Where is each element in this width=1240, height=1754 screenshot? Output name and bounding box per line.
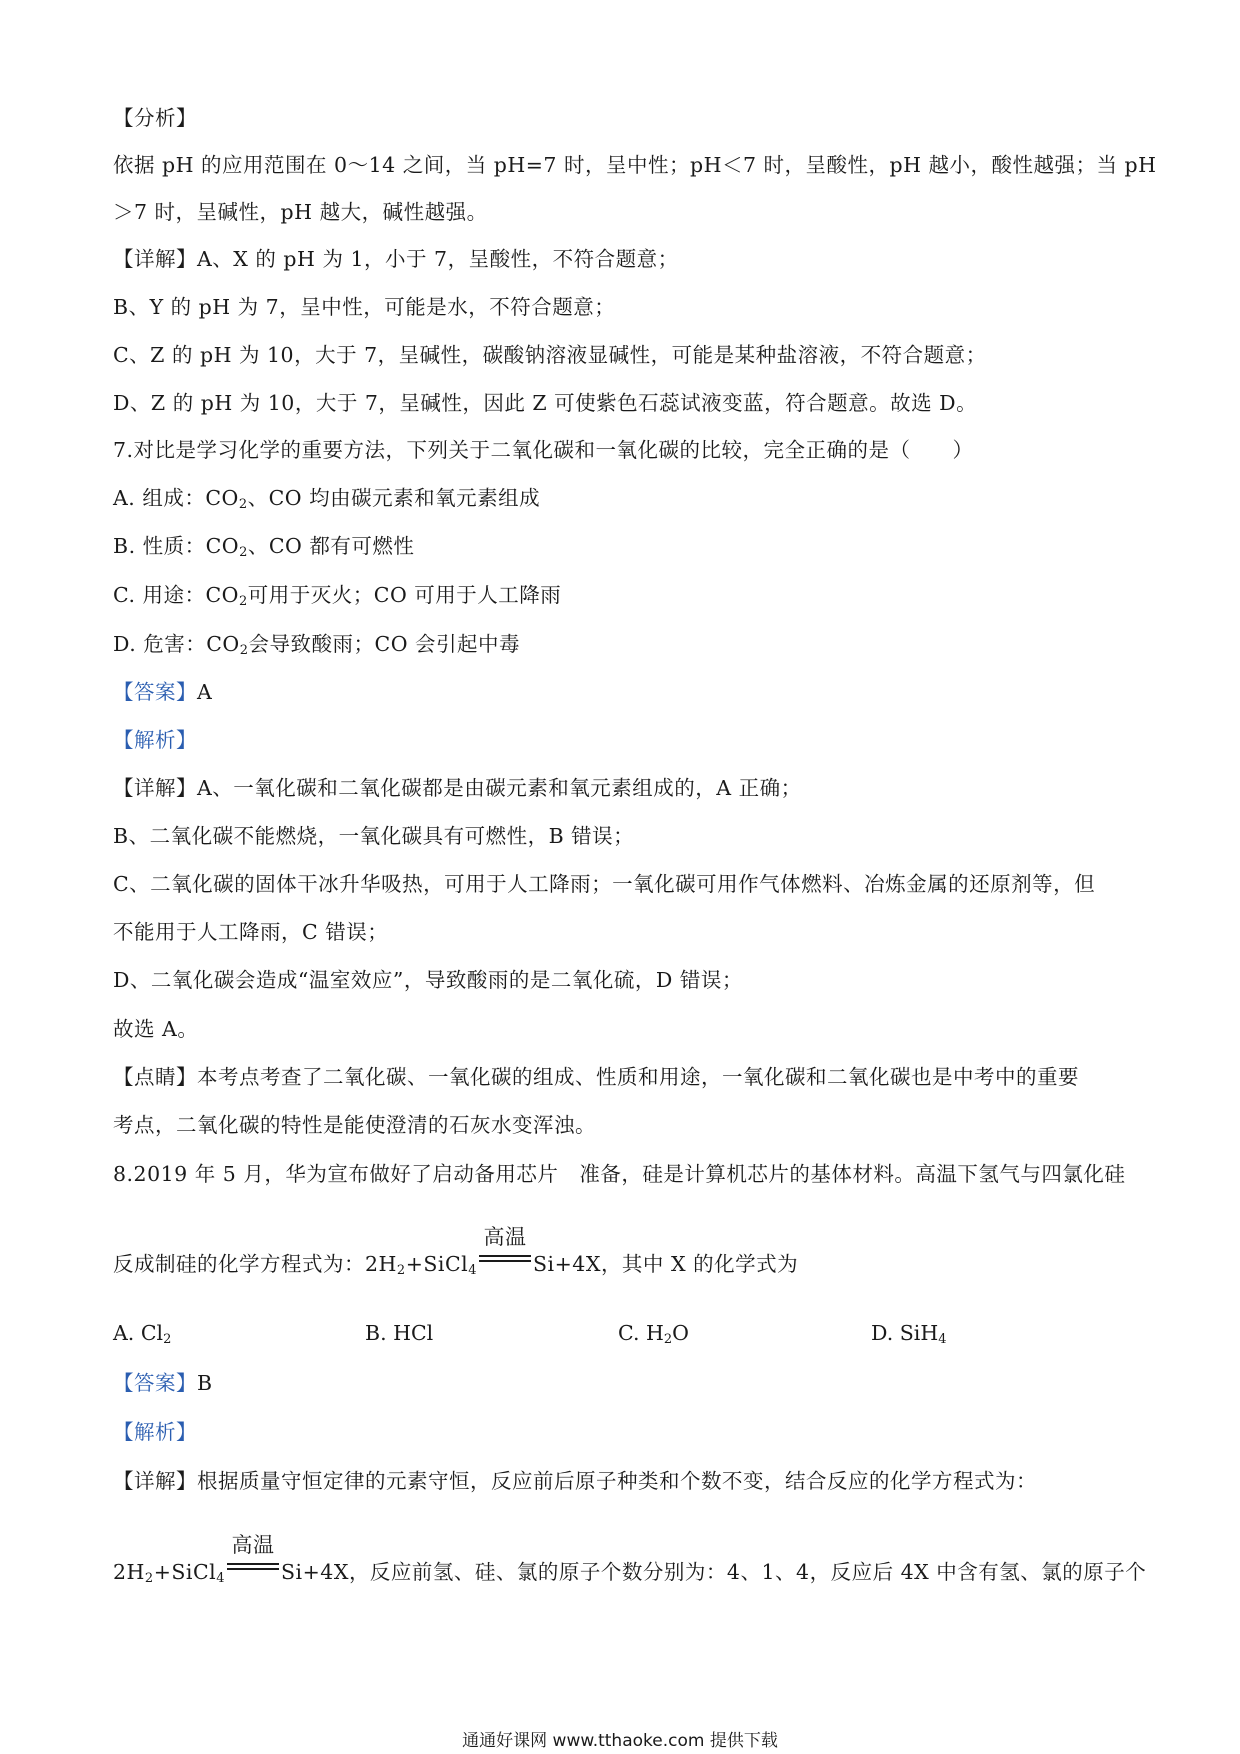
option-c: C. 用途：$CO_2$可用于灭火；CO 可用于人工降雨: [113, 583, 562, 609]
answer-line: [113, 1369, 213, 1397]
option-a: A. 组成：$CO_2$、CO 均由碳元素和氧元素组成: [113, 486, 541, 512]
detail-line: C、二氧化碳的固体干冰升华吸热，可用于人工降雨；一氧化碳可用作气体燃料、冶炼金属的还原剂等，但: [113, 872, 1096, 896]
option-a: A. $Cl_2$: [113, 1321, 172, 1347]
option-b: B. HCl: [365, 1321, 434, 1345]
detail-line: D、二氧化碳会造成“温室效应”，导致酸雨的是二氧化硫，D 错误；: [113, 968, 743, 992]
detail-equation-line: $2H_2+SiCl_4$ 高温 Si+4X，反应前氢、硅、氯的原子个数分别为：4、1、4，反应后 4X 中含有氢、氯的原子个: [113, 1533, 1147, 1586]
analysis-text-line: ＞7 时，呈碱性，pH 越大，碱性越强。: [113, 200, 488, 224]
explanation-tag: 【解析】: [113, 728, 197, 752]
answer-value: A: [197, 680, 213, 704]
comment-line: 考点，二氧化碳的特性是能使澄清的石灰水变浑浊。: [113, 1113, 596, 1137]
detail-line: D、Z 的 pH 为 10，大于 7，呈碱性，因此 Z 可使紫色石蕊试液变蓝，符合题意。故选 D。: [113, 391, 978, 415]
detail-line: 不能用于人工降雨，C 错误；: [113, 920, 389, 944]
question-stem: 8.2019 年 5 月，华为宣布做好了启动备用芯片 准备，硅是计算机芯片的基体材料。高温下氢气与四氯化硅: [113, 1162, 1126, 1186]
analysis-tag: 【分析】: [113, 106, 197, 130]
reaction-condition: 高温: [483, 1225, 527, 1249]
reaction-arrow: [227, 1533, 279, 1581]
explanation-tag: 【解析】: [113, 1420, 197, 1444]
option-b: B. 性质：$CO_2$、CO 都有可燃性: [113, 534, 415, 560]
option-d: D. SiH$_4$: [871, 1321, 947, 1347]
answer-line: [113, 678, 212, 706]
answer-tag: 【答案】: [113, 680, 197, 704]
reaction-arrow: [479, 1225, 531, 1273]
answer-tag: 【答案】: [113, 1371, 197, 1395]
reaction-condition: 高温: [231, 1533, 275, 1557]
page-footer: 通通好课网 www.tthaoke.com 提供下载: [462, 1731, 778, 1751]
detail-line: 【详解】A、一氧化碳和二氧化碳都是由碳元素和氧元素组成的，A 正确；: [113, 776, 802, 800]
analysis-text-line: 依据 pH 的应用范围在 0～14 之间，当 pH=7 时，呈中性；pH＜7 时，呈酸性，pH 越小，酸性越强；当 pH: [113, 153, 1157, 177]
comment-line: 【点睛】本考点考查了二氧化碳、一氧化碳的组成、性质和用途，一氧化碳和二氧化碳也是中考中的重要: [113, 1065, 1079, 1089]
detail-line: 【详解】根据质量守恒定律的元素守恒，反应前后原子种类和个数不变，结合反应的化学方程式为：: [113, 1469, 1037, 1493]
conclusion-line: 故选 A。: [113, 1017, 199, 1041]
option-d: D. 危害：$CO_2$会导致酸雨；CO 会引起中毒: [113, 632, 521, 658]
answer-value: B: [197, 1371, 213, 1395]
detail-line: C、Z 的 pH 为 10，大于 7，呈碱性，碳酸钠溶液显碱性，可能是某种盐溶液，不符合题意；: [113, 343, 987, 367]
detail-line: B、二氧化碳不能燃烧，一氧化碳具有可燃性，B 错误；: [113, 824, 635, 848]
option-c: C. $H_2O$: [618, 1321, 689, 1347]
detail-line: B、Y 的 pH 为 7，呈中性，可能是水，不符合题意；: [113, 295, 616, 319]
detail-line: 【详解】A、X 的 pH 为 1，小于 7，呈酸性，不符合题意；: [113, 247, 679, 271]
question-stem-equation: 反成制硅的化学方程式为：$2H_2+SiCl_4$ 高温 Si+4X，其中 X 的化学式为: [113, 1225, 799, 1278]
question-stem: 7.对比是学习化学的重要方法，下列关于二氧化碳和一氧化碳的比较，完全正确的是（ ）: [113, 438, 974, 462]
